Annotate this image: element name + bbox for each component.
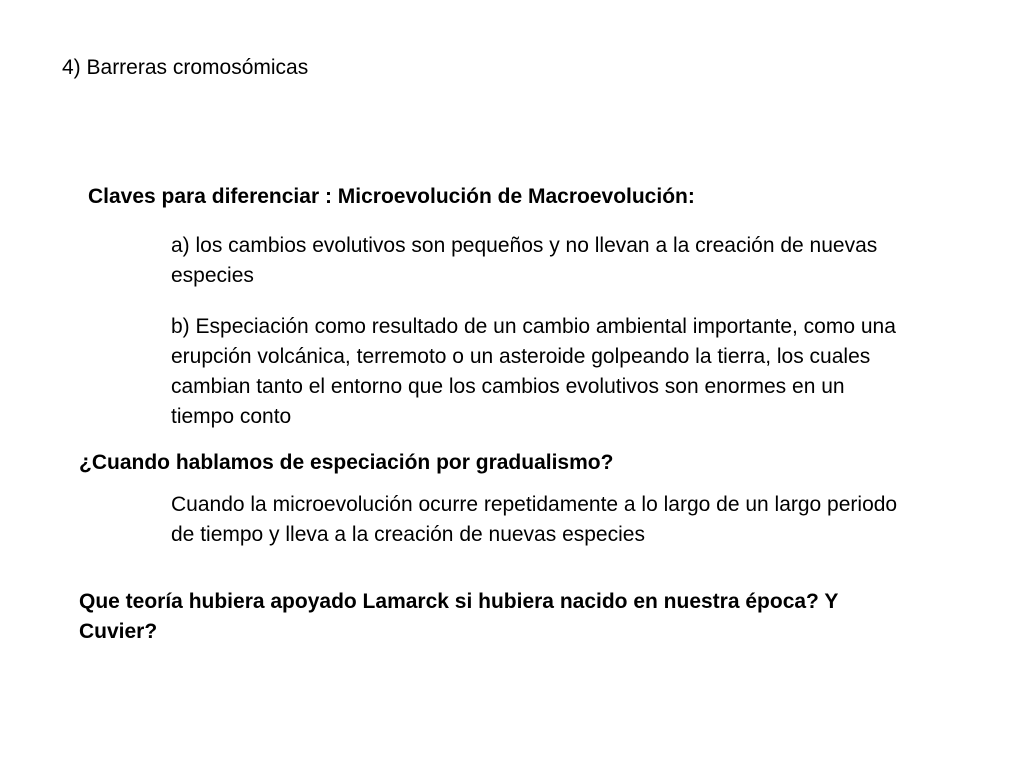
slide-heading: 4) Barreras cromosómicas: [62, 56, 309, 79]
question-gradualismo: ¿Cuando hablamos de especiación por gradualismo?: [79, 451, 614, 474]
claves-title: Claves para diferenciar : Microevolución de Macroevolución:: [88, 185, 695, 208]
answer-gradualismo: Cuando la microevolución ocurre repetidamente a lo largo de un largo periodo de tiempo y lleva a la creación de nuevas especies: [171, 493, 898, 546]
question-lamarck-cuvier: Que teoría hubiera apoyado Lamarck si hubiera nacido en nuestra época? Y Cuvier?: [79, 590, 838, 643]
item-a-text: a) los cambios evolutivos son pequeños y no llevan a la creación de nuevas especies: [171, 234, 878, 287]
item-b-text: b) Especiación como resultado de un cambio ambiental importante, como una erupción volcánica, terremoto o un asteroide golpeando la tierra, los cuales cambian tanto el entorno que los cambios evolutivos son enormes en un tiempo conto: [171, 315, 896, 428]
